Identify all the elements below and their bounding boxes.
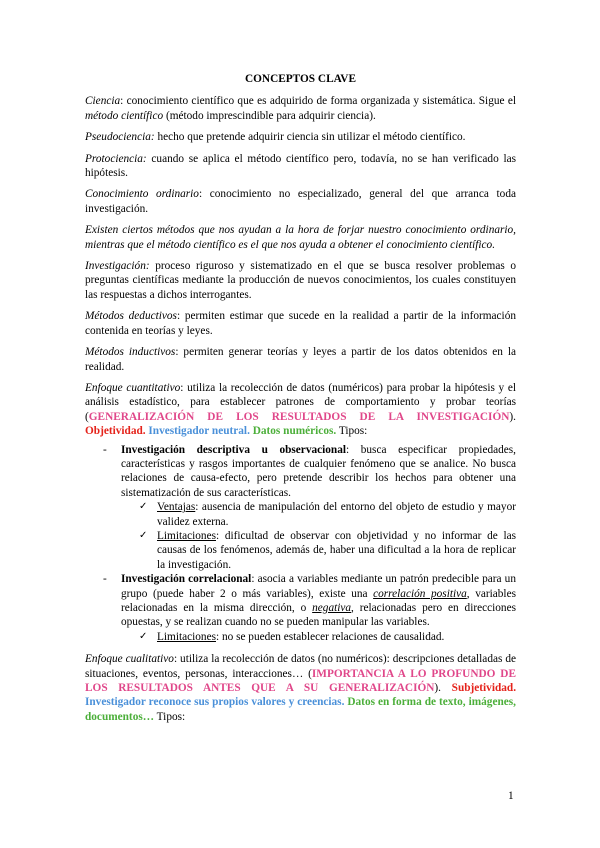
tipos-label: Tipos: [338, 425, 368, 438]
check-text-limitaciones: : dificultad de observar con objetividad y no informar de las causas de los fenómenos, además de, haber una dificultad a la hora de replicar la investigación. [157, 529, 516, 571]
def-ciencia-text-1: : conocimiento científico que es adquirido de forma organizada y sistemática. Sigue el [120, 95, 516, 108]
term-inductivos: Métodos inductivos [85, 346, 176, 359]
document-page [85, 68, 516, 731]
checkmark-icon: ✓ [139, 529, 148, 541]
check-item-ventajas [133, 500, 516, 529]
page-title: CONCEPTOS CLAVE [244, 73, 356, 85]
term-pseudociencia: Pseudociencia: [85, 131, 155, 144]
dash-bullet: - [103, 443, 107, 456]
def-metodos-deductivos [85, 309, 516, 338]
def-conocimiento-text: : conocimiento no especializado, general del que arranca toda investigación. [85, 188, 516, 215]
check-text-ventajas: : ausencia de manipulación del entorno del objeto de estudio y mayor validez externa. [157, 501, 516, 528]
term-cualitativo: Enfoque cualitativo [85, 653, 174, 666]
check-item-limitaciones [133, 529, 516, 572]
highlight-datos-numericos: Datos numéricos [252, 425, 334, 438]
list-item-correlacional [85, 572, 516, 644]
term-correlacion-positiva: correlación positiva [373, 587, 467, 600]
check-label-ventajas: Ventajas [157, 501, 196, 514]
term-conocimiento-ordinario: Conocimiento ordinario [85, 188, 199, 201]
page-number: 1 [508, 790, 514, 802]
def-protociencia [85, 152, 516, 181]
def-cualitativo-text: : utiliza la recolección de datos (no numéricos): descripciones detalladas de situaciones, eventos, personas, interacciones… ( [85, 653, 516, 680]
checkmark-icon: ✓ [139, 501, 148, 513]
check-label-limitaciones: Limitaciones [157, 529, 216, 542]
highlight-investigador-neutral: Investigador neutral [148, 425, 248, 438]
def-pseudociencia-text: hecho que pretende adquirir ciencia sin utilizar el método científico. [154, 131, 466, 144]
item-desc-correlacional-2: , variables relacionadas en la misma dirección, o [121, 587, 516, 614]
highlight-datos-texto: Datos en forma de texto, imágenes, documentos… [85, 696, 516, 723]
check-label-limitaciones-corr: Limitaciones [157, 630, 216, 643]
highlight-importancia: IMPORTANCIA A LO PROFUNDO DE LOS RESULTADOS ANTES QUE A SU GENERALIZACIÓN [85, 667, 516, 695]
dash-bullet: - [103, 573, 107, 586]
term-negativa: negativa [312, 602, 352, 614]
check-item-limitaciones-corr [133, 630, 516, 644]
checks-correlacional [121, 630, 516, 644]
checkmark-icon: ✓ [139, 630, 148, 642]
term-deductivos: Métodos deductivos [85, 310, 177, 323]
tipos-label-cual: Tipos: [156, 710, 186, 723]
paren-close: ). [509, 410, 516, 423]
item-desc-correlacional-1: : asocia a variables mediante un patrón predecible para un grupo (puede haber 2 o más variables), existe una [121, 573, 516, 600]
def-investigacion [85, 259, 516, 302]
def-protociencia-text: cuando se aplica el método científico pero, todavía, no se han verificado las hipótesis. [85, 152, 516, 180]
def-enfoque-cuantitativo: Enfoque cuantitativo: utiliza la recolección de datos (numéricos) para probar la hipótesis y el análisis estadístico, para establecer patrones de comportamiento y probar teorías (GENERALIZACIÓN DE LOS RESULTADOS DE LA INVESTIGACIÓN). Objetividad. Investigador neutral. Datos numéricos. Tipos: [85, 381, 516, 438]
item-desc-correlacional-3: , relacionadas pero en direcciones opuestas, y se realizan cuando no se pueden manipular las variables. [121, 602, 516, 629]
checks-descriptiva [121, 500, 516, 572]
highlight-subjetividad: Subjetividad [451, 682, 514, 695]
def-ciencia-text-2: (método imprescindible para adquirir ciencia). [163, 109, 376, 122]
def-deductivos-text: : permiten estimar que sucede en la realidad a partir de la información contenida en teorías y leyes. [85, 310, 516, 337]
def-metodos-inductivos [85, 345, 516, 374]
highlight-generalizacion: GENERALIZACIÓN DE LOS RESULTADOS DE LA INVESTIGACIÓN [88, 410, 510, 423]
item-name-descriptiva: Investigación descriptiva u observacional [121, 443, 346, 456]
term-cuantitativo: Enfoque cuantitativo [85, 381, 181, 394]
tipos-cuantitativo-list [85, 443, 516, 645]
term-protociencia: Protociencia: [85, 152, 147, 165]
def-cuantitativo-text: : utiliza la recolección de datos (numéricos) para probar la hipótesis y el análisis estadístico, para establecer patrones de comportamiento y probar teorías ( [85, 381, 516, 423]
highlight-objetividad: Objetividad [85, 425, 143, 438]
def-conocimiento-ordinario [85, 187, 516, 216]
highlight-investigador-reconoce: Investigador reconoce sus propios valores y creencias [85, 696, 342, 709]
term-metodo-cientifico: método científico [85, 109, 164, 122]
item-name-correlacional: Investigación correlacional [121, 573, 252, 586]
def-enfoque-cualitativo: Enfoque cualitativo: utiliza la recolección de datos (no numéricos): descripciones detalladas de situaciones, eventos, personas, interacciones… (IMPORTANCIA A LO PROFUNDO DE LOS RESULTADOS ANTES QUE A SU GENERALIZACIÓN). Subjetividad. Investigador reconoce sus propios valores y creencias. Datos en forma de texto, imágenes, documentos… Tipos: [85, 653, 517, 723]
term-ciencia: Ciencia [85, 95, 121, 108]
item-desc-descriptiva: : busca especificar propiedades, características y rasgos importantes de cualquier fenómeno que se analice. No busca relaciones de causa-efecto, pero pretende describir los hechos para obtener una sistematización de sus características. [121, 443, 517, 499]
list-item-descriptiva [85, 443, 516, 573]
paren-close-cual: ). [434, 682, 442, 695]
term-investigacion: Investigación: [85, 260, 150, 273]
def-pseudociencia [85, 130, 516, 144]
def-inductivos-text: : permiten generar teorías y leyes a partir de los datos obtenidos en la realidad. [85, 346, 516, 373]
note-metodos: Existen ciertos métodos que nos ayudan a la hora de forjar nuestro conocimiento ordinario, mientras que el método científico es el que nos ayuda a obtener el conocimiento científico. [85, 224, 516, 251]
def-investigacion-text: proceso riguroso y sistematizado en el que se busca resolver problemas o preguntas científicas mediante la producción de nuevos conocimientos, los cuales constituyen las respuestas a dichos interrogantes. [85, 260, 516, 301]
check-text-limitaciones-corr: : no se pueden establecer relaciones de causalidad. [215, 630, 445, 643]
def-ciencia [85, 94, 516, 123]
